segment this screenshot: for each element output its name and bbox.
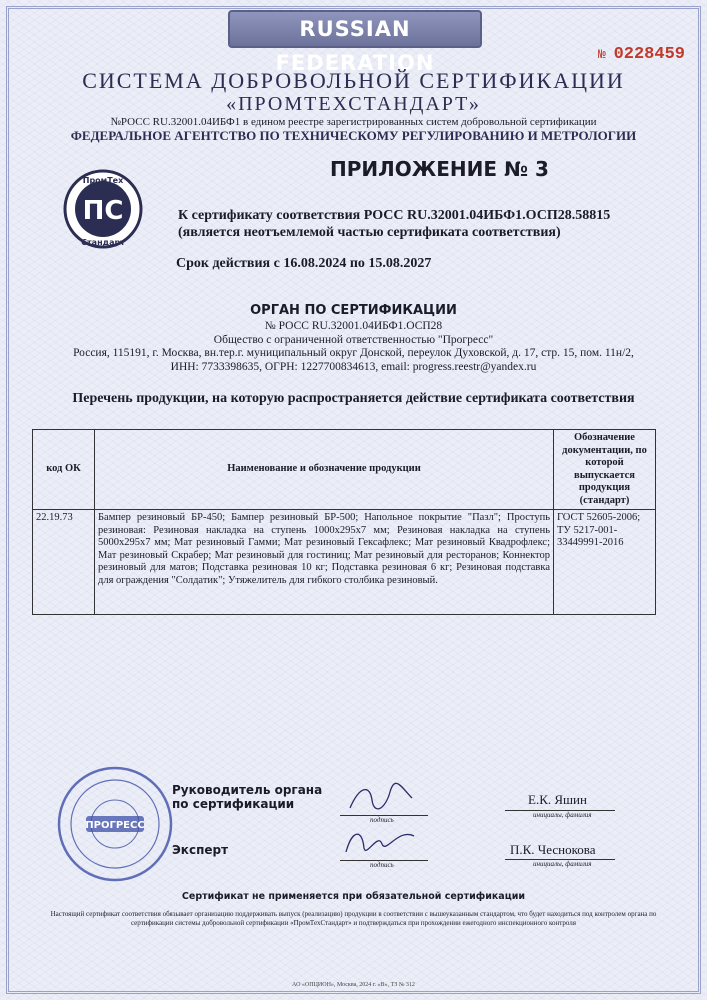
head-name: Е.К. Яшин [528, 792, 587, 807]
organ-contacts: ИНН: 7733398635, ОГРН: 1227700834613, email: progress.reestr@yandex.ru [170, 360, 537, 373]
agency-title: ФЕДЕРАЛЬНОЕ АГЕНТСТВО ПО ТЕХНИЧЕСКОМУ РЕГУЛИРОВАНИЮ И МЕТРОЛОГИИ [70, 128, 637, 143]
logo-bottom-text: Стандарт [81, 238, 125, 247]
head-signature-caption: подпись [370, 816, 394, 824]
column-header-name: Наименование и обозначение продукции [95, 430, 554, 510]
certificate-reference [178, 207, 610, 241]
logo-letters: ПС [82, 196, 124, 226]
column-header-code: код ОК [33, 430, 95, 510]
organ-name: Общество с ограниченной ответственностью "Прогресс" [213, 333, 494, 346]
promtech-standard-logo [62, 168, 144, 250]
organ-number: № РОСС RU.32001.04ИБФ1.ОСП28 [264, 320, 443, 332]
column-header-standard: Обозначение документации, по которой выпускается продукция (стандарт) [554, 430, 656, 510]
organization-stamp [56, 765, 174, 883]
serial-value: 0228459 [613, 45, 685, 64]
validity-period: Срок действия с 16.08.2024 по 15.08.2027 [176, 256, 432, 271]
footer-fine-print: Настоящий сертификат соответствия обязывает организацию поддерживать выпуск (реализацию) продукции в соответствии с вышеуказанным стандартом, что будет находиться под контролем органа по сертификации системы добровольной сертификации «ПромТехСтандарт» и подтверждаться при прохождении ежегодного инспекционного контроля [50, 910, 657, 927]
head-label-line2: по сертификации [172, 797, 295, 811]
registry-line: №РОСС RU.32001.04ИБФ1 в едином реестре зарегистрированных систем добровольной сертификации [110, 116, 597, 128]
stamp-center-text: ПРОГРЕСС [85, 820, 145, 831]
certification-body-title: ОРГАН ПО СЕРТИФИКАЦИИ [250, 303, 457, 318]
not-mandatory-notice: Сертификат не применяется при обязательной сертификации [181, 891, 526, 902]
system-title: СИСТЕМА ДОБРОВОЛЬНОЙ СЕРТИФИКАЦИИ [82, 68, 625, 93]
table-header-row [33, 430, 656, 510]
certification-body-details [0, 320, 707, 374]
head-signature-mark [340, 780, 420, 816]
organ-address: Россия, 115191, г. Москва, вн.тер.г. муниципальный округ Донской, переулок Духовской, д. 17, стр. 15, пом. 11н/2, [73, 347, 634, 359]
serial-prefix: № [597, 47, 606, 62]
expert-name: П.К. Чеснокова [510, 842, 596, 857]
certificate-reference-line: К сертификату соответствия РОСС RU.32001.04ИБФ1.ОСП28.58815 [178, 208, 611, 223]
head-label [172, 783, 322, 811]
printer-imprint: АО «ОПЦИОН», Москва, 2024 г. «B», ТЗ № 312 [292, 982, 415, 988]
head-name-caption: инициалы, фамилия [533, 811, 592, 819]
table-row [33, 510, 656, 615]
expert-signature-caption: подпись [370, 861, 394, 869]
serial-number [598, 45, 685, 64]
banner-russian-federation: RUSSIAN FEDERATION [228, 10, 482, 48]
product-standard: ГОСТ 52605-2006; ТУ 5217-001-33449991-2016 [554, 510, 656, 615]
product-list-title: Перечень продукции, на которую распространяется действие сертификата соответствия [72, 391, 635, 406]
product-description: Бампер резиновый БР-450; Бампер резиновый БР-500; Напольное покрытие "Пазл"; Проступь резиновая: Резиновая накладка на ступень 1000х295х7 мм; Резиновая накладка на ступень 5000х295х7 мм; Мат резиновый Гамми; Мат резиновый Гексафлекс; Мат резиновый Квадрофлекс; Мат резиновый Скрабер; Мат резиновый для гостиниц; Мат резиновый для ресторанов; Коннектор резиновый для матов; Подставка резиновая 10 кг; Подставка резиновая 6 кг; Резиновая подставка для ограждения "Солдатик"; Утяжелитель для гибкого столбика резиновый. [95, 510, 554, 615]
standard-title: «ПРОМТЕХСТАНДАРТ» [226, 93, 481, 115]
expert-signature-mark [338, 822, 422, 862]
integral-part-note: (является неотъемлемой частью сертификата соответствия) [178, 225, 561, 240]
expert-name-caption: инициалы, фамилия [533, 860, 592, 868]
expert-label: Эксперт [172, 843, 229, 857]
logo-top-text: ПромТех [82, 176, 124, 185]
product-code: 22.19.73 [33, 510, 95, 615]
products-table [32, 429, 656, 615]
head-label-line1: Руководитель органа [172, 783, 323, 797]
appendix-title: ПРИЛОЖЕНИЕ № 3 [330, 157, 549, 181]
